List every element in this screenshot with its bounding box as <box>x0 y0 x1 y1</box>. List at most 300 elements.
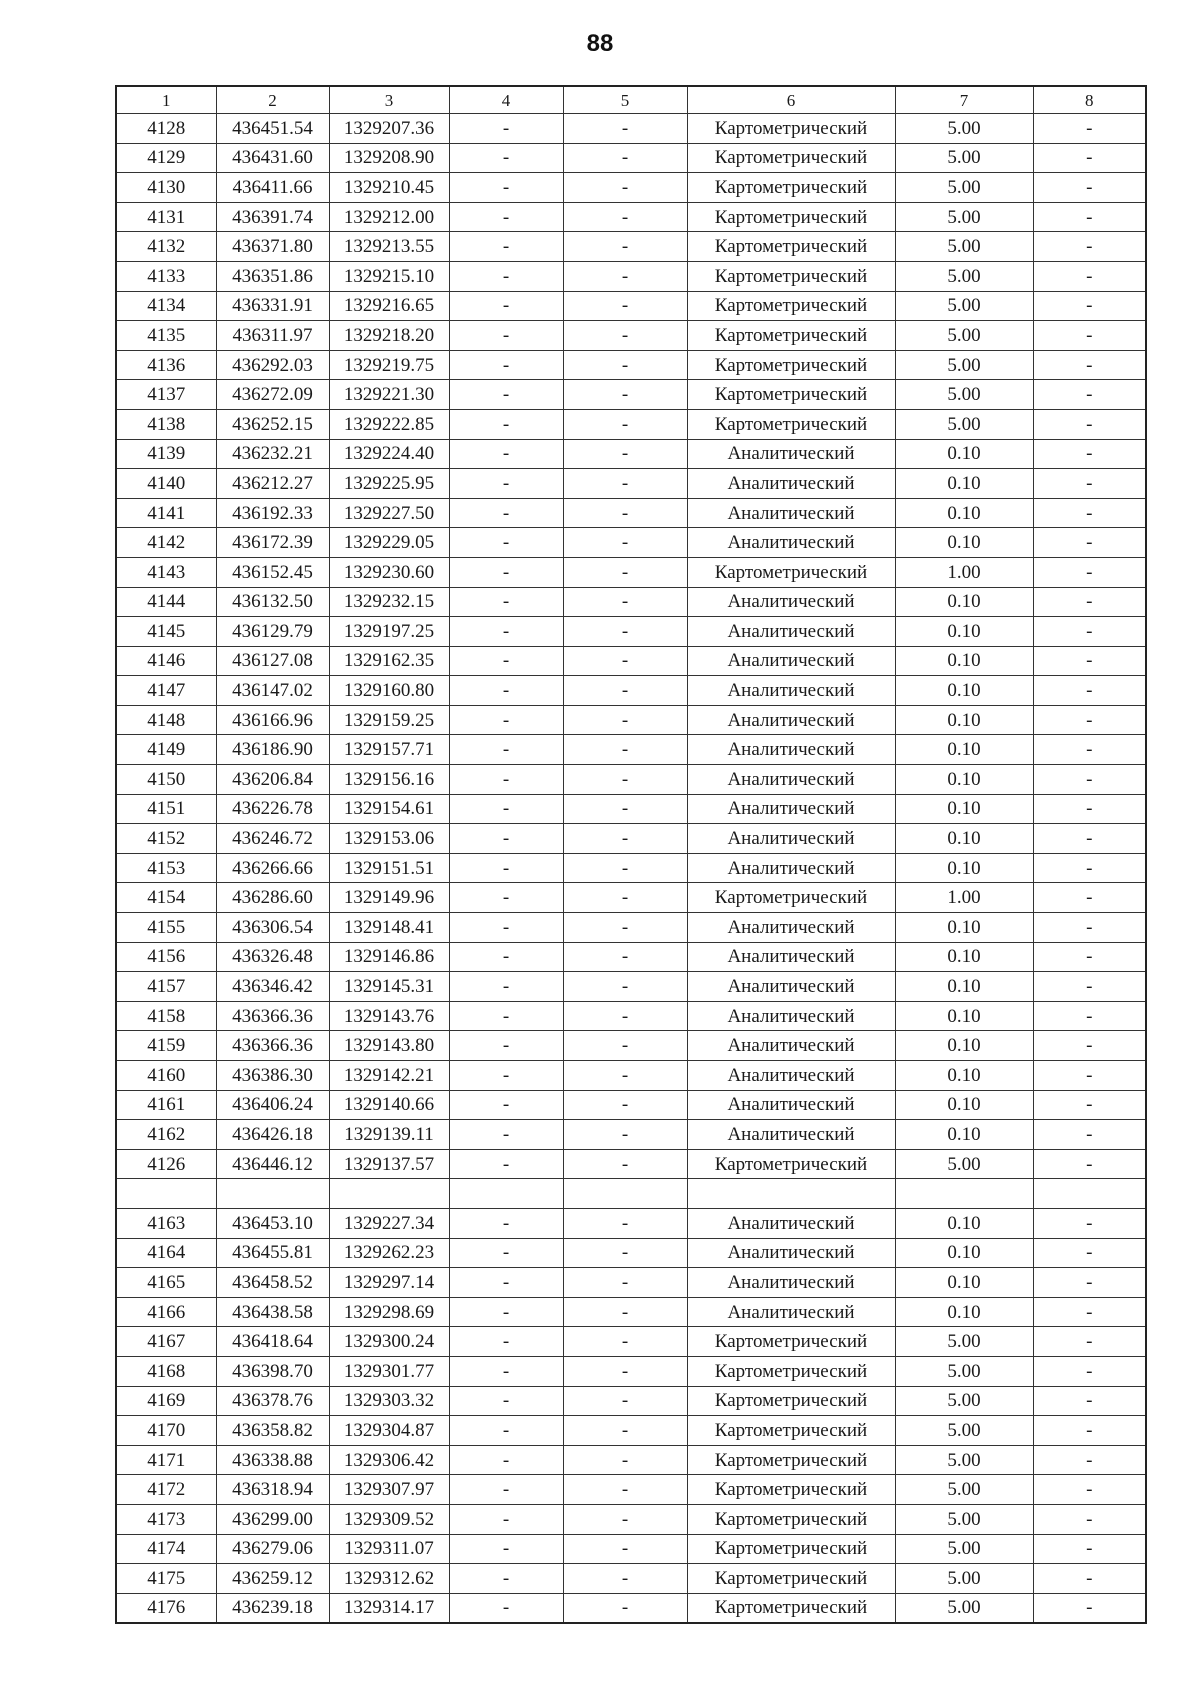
table-cell: 1329140.66 <box>329 1090 449 1120</box>
table-cell: 0.10 <box>895 765 1033 795</box>
table-cell: - <box>563 1504 687 1534</box>
table-cell: 5.00 <box>895 1445 1033 1475</box>
table-cell: - <box>1033 202 1146 232</box>
table-cell: 436455.81 <box>216 1238 329 1268</box>
table-cell: - <box>563 261 687 291</box>
table-cell: - <box>563 1268 687 1298</box>
table-cell: 436166.96 <box>216 705 329 735</box>
table-cell: 1329156.16 <box>329 765 449 795</box>
table-cell: - <box>1033 1564 1146 1594</box>
coordinates-table <box>115 85 1147 1624</box>
table-cell: - <box>563 291 687 321</box>
table-cell: Аналитический <box>687 1208 895 1238</box>
table-cell: - <box>1033 291 1146 321</box>
table-cell: 1329139.11 <box>329 1120 449 1150</box>
table-cell: 436279.06 <box>216 1534 329 1564</box>
table-cell: - <box>563 676 687 706</box>
table-cell: 4143 <box>116 557 216 587</box>
table-cell: Аналитический <box>687 735 895 765</box>
table-cell: - <box>1033 114 1146 144</box>
table-cell: - <box>449 528 563 558</box>
table-cell: 0.10 <box>895 972 1033 1002</box>
table-cell: 5.00 <box>895 1475 1033 1505</box>
table-cell: 1329216.65 <box>329 291 449 321</box>
table-cell: Картометрический <box>687 883 895 913</box>
table-cell: - <box>449 1386 563 1416</box>
table-row <box>116 350 1146 380</box>
table-cell: 4130 <box>116 173 216 203</box>
table-cell: 436438.58 <box>216 1297 329 1327</box>
table-cell: Картометрический <box>687 1386 895 1416</box>
table-cell: Картометрический <box>687 1445 895 1475</box>
table-cell: - <box>449 676 563 706</box>
table-row <box>116 1564 1146 1594</box>
table-row <box>116 794 1146 824</box>
table-cell: 1329297.14 <box>329 1268 449 1298</box>
table-cell: 436346.42 <box>216 972 329 1002</box>
table-cell <box>895 1179 1033 1209</box>
table-cell: - <box>449 587 563 617</box>
table-cell: Аналитический <box>687 676 895 706</box>
table-cell: 4145 <box>116 617 216 647</box>
table-cell: 4134 <box>116 291 216 321</box>
table-cell: 4173 <box>116 1504 216 1534</box>
table-cell: - <box>1033 1386 1146 1416</box>
table-cell: 436172.39 <box>216 528 329 558</box>
table-cell: 1329146.86 <box>329 942 449 972</box>
table-cell: 436132.50 <box>216 587 329 617</box>
table-cell <box>329 1179 449 1209</box>
column-header: 1 <box>116 86 216 114</box>
table-cell <box>116 1179 216 1209</box>
table-cell: Картометрический <box>687 380 895 410</box>
table-row <box>116 1534 1146 1564</box>
table-cell: - <box>449 1445 563 1475</box>
table-cell: - <box>563 1001 687 1031</box>
table-cell: 436152.45 <box>216 557 329 587</box>
table-cell: 1329311.07 <box>329 1534 449 1564</box>
table-cell: 5.00 <box>895 350 1033 380</box>
table-cell: - <box>563 883 687 913</box>
table-cell: 1329227.50 <box>329 498 449 528</box>
table-body <box>116 114 1146 1624</box>
table-cell: - <box>563 587 687 617</box>
table-cell: 1329207.36 <box>329 114 449 144</box>
table-cell: 5.00 <box>895 1149 1033 1179</box>
table-cell: 1329230.60 <box>329 557 449 587</box>
table-row <box>116 1120 1146 1150</box>
table-cell: 436129.79 <box>216 617 329 647</box>
column-header: 8 <box>1033 86 1146 114</box>
table-cell: Аналитический <box>687 617 895 647</box>
table-cell: 4174 <box>116 1534 216 1564</box>
table-cell: - <box>1033 1416 1146 1446</box>
table-cell: 5.00 <box>895 1564 1033 1594</box>
table-cell: - <box>563 173 687 203</box>
table-cell: - <box>449 1061 563 1091</box>
table-cell: Аналитический <box>687 824 895 854</box>
table-cell: 5.00 <box>895 232 1033 262</box>
table-cell: 4129 <box>116 143 216 173</box>
table-cell: 1329225.95 <box>329 469 449 499</box>
table-row <box>116 321 1146 351</box>
table-cell: 0.10 <box>895 587 1033 617</box>
table-cell: - <box>1033 735 1146 765</box>
table-cell: - <box>563 143 687 173</box>
table-cell: 436292.03 <box>216 350 329 380</box>
table-cell: Аналитический <box>687 498 895 528</box>
page-number: 88 <box>586 30 614 57</box>
table-cell: - <box>563 409 687 439</box>
table-cell: 436306.54 <box>216 913 329 943</box>
table-cell: - <box>563 114 687 144</box>
table-cell: 0.10 <box>895 1090 1033 1120</box>
table-cell: 0.10 <box>895 1297 1033 1327</box>
table-cell: 1329154.61 <box>329 794 449 824</box>
table-cell: - <box>1033 1120 1146 1150</box>
table-cell: 1329137.57 <box>329 1149 449 1179</box>
column-header: 2 <box>216 86 329 114</box>
table-cell <box>216 1179 329 1209</box>
table-cell: 4144 <box>116 587 216 617</box>
table-cell: - <box>563 1238 687 1268</box>
table-row <box>116 1356 1146 1386</box>
table-cell: 5.00 <box>895 173 1033 203</box>
table-cell: 4170 <box>116 1416 216 1446</box>
table-cell: - <box>563 1120 687 1150</box>
table-row <box>116 380 1146 410</box>
table-cell: 4161 <box>116 1090 216 1120</box>
table-cell: Картометрический <box>687 143 895 173</box>
table-cell: - <box>449 794 563 824</box>
table-cell: 436446.12 <box>216 1149 329 1179</box>
table-cell: - <box>449 1504 563 1534</box>
table-cell: - <box>1033 261 1146 291</box>
table-cell: 4133 <box>116 261 216 291</box>
table-cell: 436266.66 <box>216 853 329 883</box>
table-cell: - <box>449 114 563 144</box>
table-cell: 4155 <box>116 913 216 943</box>
table-cell: - <box>1033 350 1146 380</box>
table-cell: - <box>563 1386 687 1416</box>
table-cell: 4154 <box>116 883 216 913</box>
table-cell: 1.00 <box>895 557 1033 587</box>
table-cell: 0.10 <box>895 498 1033 528</box>
table-row <box>116 469 1146 499</box>
table-cell: - <box>449 1268 563 1298</box>
table-cell: - <box>563 617 687 647</box>
table-cell: 1329212.00 <box>329 202 449 232</box>
table-cell: Картометрический <box>687 1564 895 1594</box>
table-cell: 436186.90 <box>216 735 329 765</box>
table-cell: 1329160.80 <box>329 676 449 706</box>
table-cell: - <box>449 1208 563 1238</box>
table-cell: 1329229.05 <box>329 528 449 558</box>
table-cell: - <box>449 1564 563 1594</box>
table-cell: 0.10 <box>895 439 1033 469</box>
table-cell: - <box>1033 676 1146 706</box>
table-cell: - <box>449 1356 563 1386</box>
table-cell: 4159 <box>116 1031 216 1061</box>
table-row <box>116 765 1146 795</box>
table-cell: Аналитический <box>687 705 895 735</box>
table-cell: - <box>1033 913 1146 943</box>
table-row <box>116 439 1146 469</box>
table-row <box>116 1031 1146 1061</box>
table-cell: 436147.02 <box>216 676 329 706</box>
table-cell: 5.00 <box>895 261 1033 291</box>
table-cell: Аналитический <box>687 439 895 469</box>
table-cell: Аналитический <box>687 1061 895 1091</box>
table-cell: 1329224.40 <box>329 439 449 469</box>
table-cell: 4150 <box>116 765 216 795</box>
table-cell: - <box>563 439 687 469</box>
table-cell: 4160 <box>116 1061 216 1091</box>
table-cell: Картометрический <box>687 291 895 321</box>
table-cell: - <box>449 1031 563 1061</box>
table-cell: - <box>449 143 563 173</box>
table-cell: 436406.24 <box>216 1090 329 1120</box>
table-cell: 0.10 <box>895 1268 1033 1298</box>
table-cell: 1329208.90 <box>329 143 449 173</box>
table-row <box>116 1001 1146 1031</box>
table-row <box>116 853 1146 883</box>
table-cell: - <box>449 498 563 528</box>
table-cell: - <box>1033 824 1146 854</box>
table-cell: - <box>1033 1297 1146 1327</box>
table-cell: - <box>563 1297 687 1327</box>
table-cell: - <box>1033 853 1146 883</box>
table-cell: - <box>449 291 563 321</box>
table-cell: 436398.70 <box>216 1356 329 1386</box>
table-cell: Картометрический <box>687 1593 895 1623</box>
table-cell: - <box>563 1475 687 1505</box>
table-cell: 5.00 <box>895 143 1033 173</box>
table-cell: 5.00 <box>895 1593 1033 1623</box>
table-cell: - <box>1033 143 1146 173</box>
table-cell: 1.00 <box>895 883 1033 913</box>
table-cell: 436232.21 <box>216 439 329 469</box>
table-row <box>116 705 1146 735</box>
table-cell: - <box>563 705 687 735</box>
table-row <box>116 1238 1146 1268</box>
table-cell: - <box>563 1356 687 1386</box>
table-cell: - <box>563 1327 687 1357</box>
table-cell: Аналитический <box>687 794 895 824</box>
table-cell: 4168 <box>116 1356 216 1386</box>
table-cell: 436451.54 <box>216 114 329 144</box>
table-cell: 4157 <box>116 972 216 1002</box>
table-cell: - <box>449 1297 563 1327</box>
table-cell: - <box>449 1593 563 1623</box>
table-cell: 4146 <box>116 646 216 676</box>
table-cell: - <box>1033 409 1146 439</box>
table-cell: 436252.15 <box>216 409 329 439</box>
table-cell: 1329219.75 <box>329 350 449 380</box>
table-cell: Аналитический <box>687 587 895 617</box>
table-cell: 4172 <box>116 1475 216 1505</box>
table-cell: - <box>563 1416 687 1446</box>
table-cell: - <box>449 1238 563 1268</box>
table-cell: - <box>449 469 563 499</box>
table-cell: - <box>563 321 687 351</box>
table-cell: - <box>449 735 563 765</box>
table-cell: - <box>1033 1090 1146 1120</box>
table-cell: - <box>1033 1327 1146 1357</box>
table-cell: - <box>449 705 563 735</box>
table-cell: 1329218.20 <box>329 321 449 351</box>
table-cell: 1329151.51 <box>329 853 449 883</box>
column-header: 3 <box>329 86 449 114</box>
table-cell: Картометрический <box>687 1504 895 1534</box>
table-cell: - <box>1033 1238 1146 1268</box>
table-cell: - <box>1033 1031 1146 1061</box>
table-row <box>116 587 1146 617</box>
table-cell: 436286.60 <box>216 883 329 913</box>
table-row <box>116 1445 1146 1475</box>
table-cell: - <box>563 942 687 972</box>
table-cell: 1329306.42 <box>329 1445 449 1475</box>
table-cell: 436338.88 <box>216 1445 329 1475</box>
table-cell: - <box>1033 557 1146 587</box>
table-cell: 4142 <box>116 528 216 558</box>
table-cell <box>1033 1179 1146 1209</box>
table-cell: 1329157.71 <box>329 735 449 765</box>
column-header: 5 <box>563 86 687 114</box>
table-cell: 436318.94 <box>216 1475 329 1505</box>
table-cell: 436453.10 <box>216 1208 329 1238</box>
table-cell: 436226.78 <box>216 794 329 824</box>
table-cell: 1329221.30 <box>329 380 449 410</box>
table-cell: - <box>1033 972 1146 1002</box>
table-cell: - <box>449 646 563 676</box>
table-row <box>116 1504 1146 1534</box>
table-cell: - <box>563 202 687 232</box>
table-cell: 5.00 <box>895 1386 1033 1416</box>
table-cell: - <box>449 972 563 1002</box>
table-cell: 5.00 <box>895 202 1033 232</box>
table-cell: - <box>563 528 687 558</box>
table-cell: - <box>449 1416 563 1446</box>
table-cell: 436426.18 <box>216 1120 329 1150</box>
table-cell: 4165 <box>116 1268 216 1298</box>
table-cell <box>687 1179 895 1209</box>
table-cell: 5.00 <box>895 1504 1033 1534</box>
table-cell: Картометрический <box>687 1534 895 1564</box>
table-cell: 4126 <box>116 1149 216 1179</box>
table-cell: - <box>563 735 687 765</box>
table-cell: - <box>1033 705 1146 735</box>
table-cell: 0.10 <box>895 824 1033 854</box>
table-cell: 1329222.85 <box>329 409 449 439</box>
table-cell: Картометрический <box>687 261 895 291</box>
table-row <box>116 498 1146 528</box>
table-cell: - <box>1033 1445 1146 1475</box>
table-cell: 4175 <box>116 1564 216 1594</box>
table-cell: 5.00 <box>895 321 1033 351</box>
table-row <box>116 735 1146 765</box>
table-cell: - <box>449 913 563 943</box>
table-cell: - <box>1033 380 1146 410</box>
column-header: 6 <box>687 86 895 114</box>
table-cell: - <box>449 350 563 380</box>
table-cell: Аналитический <box>687 1090 895 1120</box>
table-cell: - <box>1033 617 1146 647</box>
table-cell: - <box>563 1090 687 1120</box>
table-cell: 5.00 <box>895 1356 1033 1386</box>
table-row <box>116 1149 1146 1179</box>
table-cell: 1329149.96 <box>329 883 449 913</box>
table-row <box>116 1268 1146 1298</box>
table-cell: 1329145.31 <box>329 972 449 1002</box>
table-cell: - <box>1033 1149 1146 1179</box>
table-cell: - <box>563 1445 687 1475</box>
table-cell: - <box>563 853 687 883</box>
table-cell: - <box>1033 883 1146 913</box>
table-cell: 436411.66 <box>216 173 329 203</box>
table-cell: Аналитический <box>687 1297 895 1327</box>
table-cell: 1329227.34 <box>329 1208 449 1238</box>
table-cell: - <box>449 1475 563 1505</box>
table-cell: - <box>1033 1001 1146 1031</box>
table-cell: 4140 <box>116 469 216 499</box>
table-cell: - <box>1033 794 1146 824</box>
table-cell: 4164 <box>116 1238 216 1268</box>
table-cell: 4167 <box>116 1327 216 1357</box>
table-cell: Картометрический <box>687 1356 895 1386</box>
table-cell: 4166 <box>116 1297 216 1327</box>
table-cell: 1329215.10 <box>329 261 449 291</box>
table-cell: - <box>449 321 563 351</box>
table-row <box>116 409 1146 439</box>
table-row <box>116 942 1146 972</box>
table-cell: - <box>1033 498 1146 528</box>
table-cell: - <box>449 173 563 203</box>
table-cell: 4153 <box>116 853 216 883</box>
table-cell: 4148 <box>116 705 216 735</box>
table-cell: - <box>563 498 687 528</box>
table-cell: - <box>563 1149 687 1179</box>
table-cell: 1329298.69 <box>329 1297 449 1327</box>
table-row <box>116 824 1146 854</box>
table-cell: - <box>563 1208 687 1238</box>
table-cell: 0.10 <box>895 1208 1033 1238</box>
table-cell: 4138 <box>116 409 216 439</box>
table-row <box>116 528 1146 558</box>
table-cell: Аналитический <box>687 646 895 676</box>
table-cell: 4162 <box>116 1120 216 1150</box>
table-row <box>116 972 1146 1002</box>
table-cell: 4149 <box>116 735 216 765</box>
table-cell: - <box>1033 1061 1146 1091</box>
table-cell: - <box>449 824 563 854</box>
table-row <box>116 173 1146 203</box>
table-cell: 1329197.25 <box>329 617 449 647</box>
table-row <box>116 1327 1146 1357</box>
table-cell: 436311.97 <box>216 321 329 351</box>
table-cell: Аналитический <box>687 469 895 499</box>
table-cell: Картометрический <box>687 1475 895 1505</box>
table-cell: 5.00 <box>895 1534 1033 1564</box>
table-row <box>116 646 1146 676</box>
table-row <box>116 1386 1146 1416</box>
table-cell: Аналитический <box>687 853 895 883</box>
table-cell: Аналитический <box>687 942 895 972</box>
table-cell: 1329232.15 <box>329 587 449 617</box>
table-cell: - <box>563 1564 687 1594</box>
table-cell: 1329304.87 <box>329 1416 449 1446</box>
table-cell: - <box>449 1327 563 1357</box>
